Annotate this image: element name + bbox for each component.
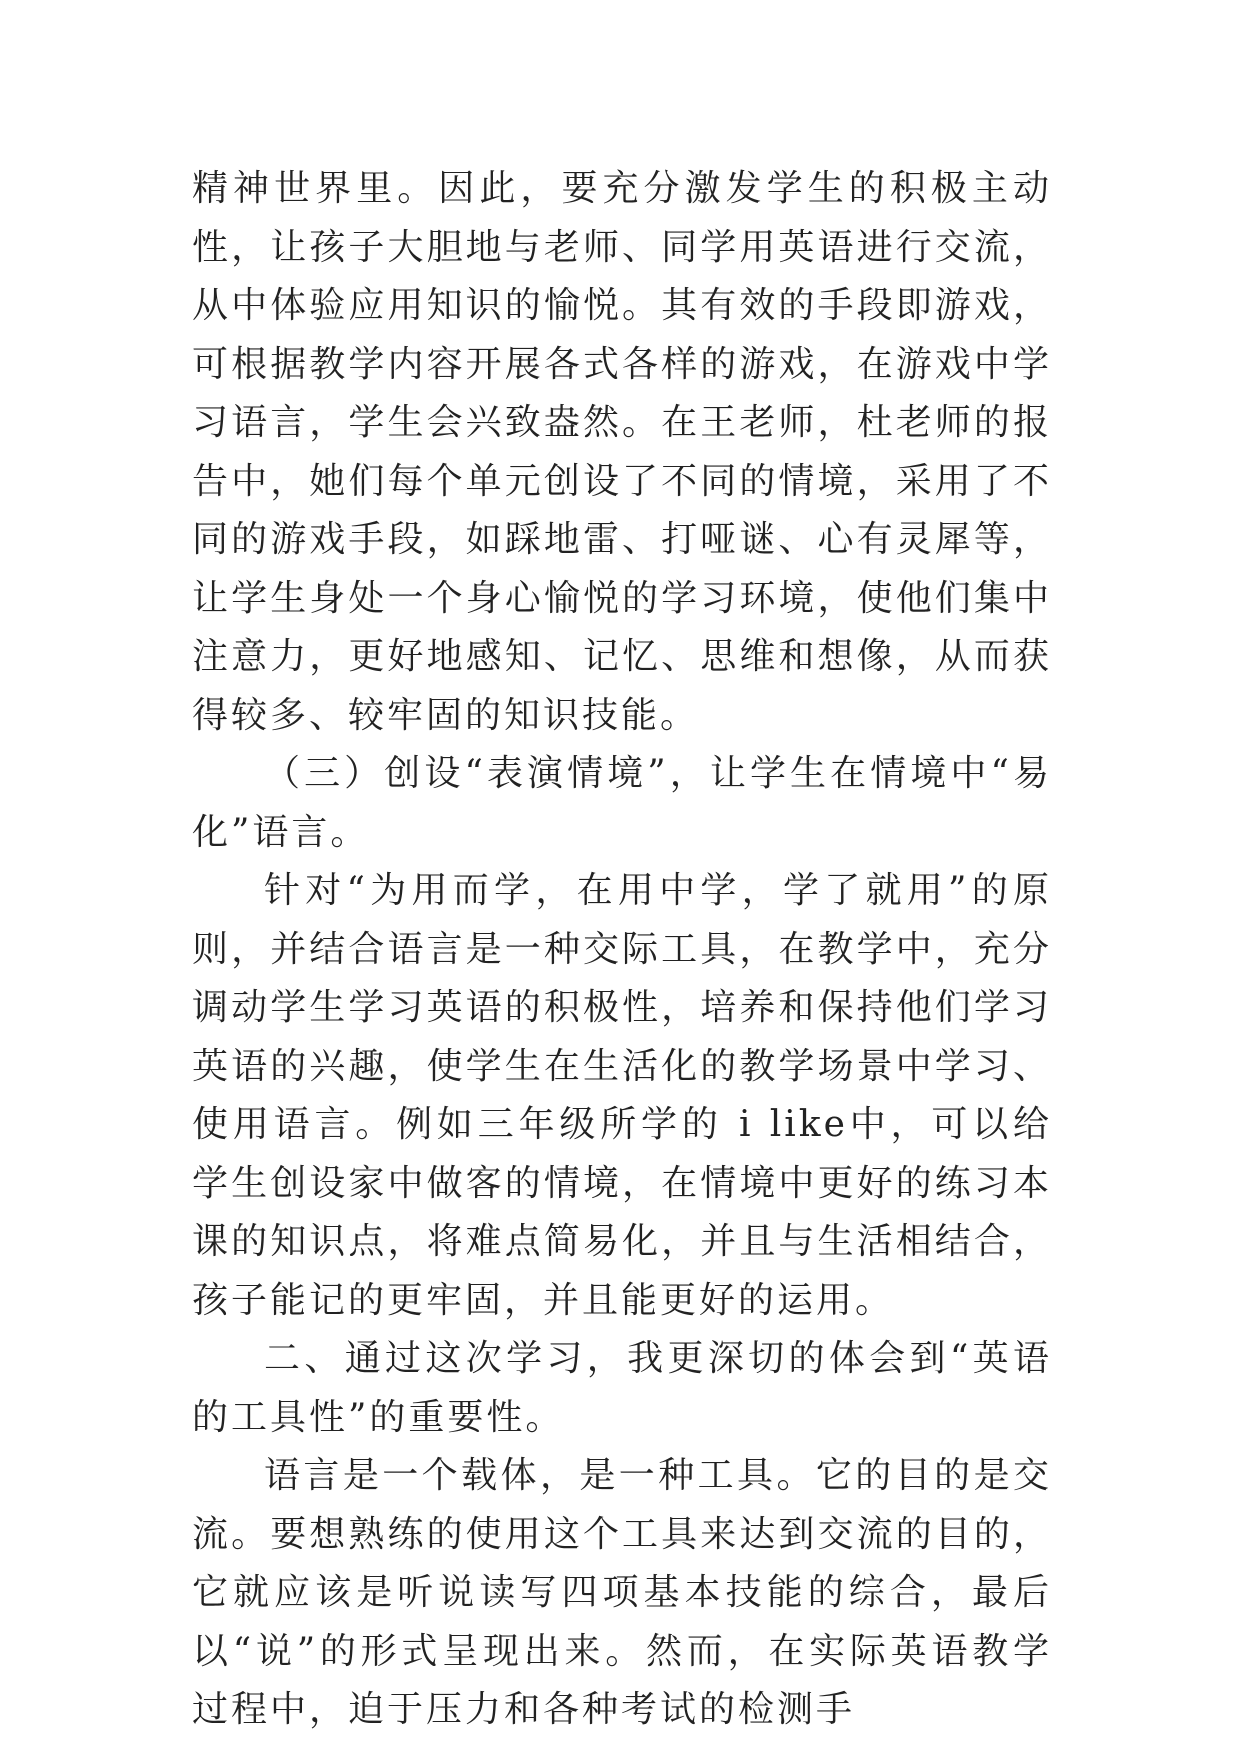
paragraph-5: 语言是一个载体，是一种工具。它的目的是交流。要想熟练的使用这个工具来达到交流的目的，它就应该是听说读写四项基本技能的综合，最后以“说”的形式呈现出来。然而，在实际英语教学过程中，迫于压力和各种考试的检测手 bbox=[192, 1455, 1052, 1730]
paragraph-2-section-heading: （三）创设“表演情境”，让学生在情境中“易化”语言。 bbox=[192, 753, 1052, 853]
paragraph-4-section-heading: 二、通过这次学习，我更深切的体会到“英语的工具性”的重要性。 bbox=[192, 1338, 1052, 1438]
document-body bbox=[192, 160, 1052, 1740]
paragraph-1: 精神世界里。因此，要充分激发学生的积极主动性，让孩子大胆地与老师、同学用英语进行交流，从中体验应用知识的愉悦。其有效的手段即游戏，可根据教学内容开展各式各样的游戏，在游戏中学习语言，学生会兴致盎然。在王老师，杜老师的报告中，她们每个单元创设了不同的情境，采用了不同的游戏手段，如踩地雷、打哑谜、心有灵犀等，让学生身处一个身心愉悦的学习环境，使他们集中注意力，更好地感知、记忆、思维和想像，从而获得较多、较牢固的知识技能。 bbox=[192, 168, 1052, 736]
paragraph-3: 针对“为用而学，在用中学，学了就用”的原则，并结合语言是一种交际工具，在教学中，充分调动学生学习英语的积极性，培养和保持他们学习英语的兴趣，使学生在生活化的教学场景中学习、使用语言。例如三年级所学的 i like中，可以给学生创设家中做客的情境，在情境中更好的练习本课的知识点，将难点简易化，并且与生活相结合，孩子能记的更牢固，并且能更好的运用。 bbox=[192, 870, 1052, 1321]
